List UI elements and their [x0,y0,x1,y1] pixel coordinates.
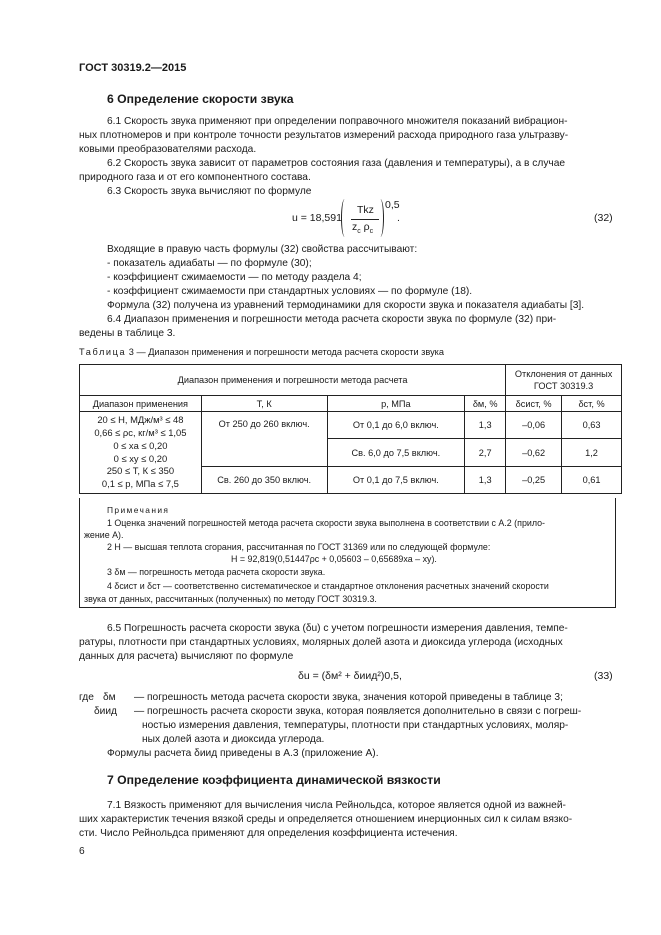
note-1-line2: жение А). [84,530,124,540]
list-item: - показатель адиабаты — по формуле (30); [107,258,312,269]
note-2: 2 Н — высшая теплота сгорания, рассчитанная по ГОСТ 31369 или по следующей формуле: [107,542,491,552]
paragraph-6-2-line2: природного газа и от его компонентного состава. [79,172,311,183]
paragraph-7-1-line2: ших характеристик течения вязкой среды и определяется отношением инерционных сил к силам вязко- [79,814,573,825]
inputs-intro: Входящие в правую часть формулы (32) свойства рассчитывают: [107,244,418,255]
paragraph-6-5-line1: 6.5 Погрешность расчета скорости звука (δu) с учетом погрешности измерения давления, темпе- [107,623,568,634]
paragraph-6-5-line3: данных для расчета) вычисляют по формуле [79,651,294,662]
symbol-dm-definition: — погрешность метода расчета скорости звука, значения которой приведены в таблице 3; [134,692,563,703]
column-header: Т, К [201,396,327,412]
column-header: Диапазон применения [80,396,202,412]
left-paren [341,199,350,237]
symbol-diid-definition-line1: — погрешность расчета скорости звука, которая появляется дополнительно в связи с погреш- [134,706,582,717]
column-header: δст, % [562,396,622,412]
paragraph-6-1-line3: ковыми преобразователями расхода. [79,144,257,155]
section-6-title: 6 Определение скорости звука [107,92,294,106]
note-4-line1: 4 δсист и δст — соответственно систематическое и стандартное отклонения расчетных значений скорости [107,581,549,591]
formula-33: δu = (δм² + δиид²)0,5, [298,670,402,682]
column-header: δм, % [465,396,506,412]
note-4-line2: звука от данных, рассчитанных (полученных) по методу ГОСТ 30319.3. [84,594,377,604]
formula-32-number: (32) [594,212,613,224]
right-paren [375,199,384,237]
where-label: где [79,692,94,703]
paragraph-6-3: 6.3 Скорость звука вычисляют по формуле [107,186,312,197]
table-3-caption: Таблица 3 — Диапазон применения и погрешности метода расчета скорости звука [79,347,445,357]
symbol-dm: δм [103,692,116,703]
paragraph-6-1-line1: 6.1 Скорость звука применяют при определении поправочного множителя показаний вибрацион- [107,116,568,127]
table-row: Св. 6,0 до 7,5 включ. 2,7 –0,62 1,2 [80,439,622,467]
formulas-reference: Формулы расчета δиид приведены в А.3 (приложение А). [107,748,379,759]
formula-note: Формула (32) получена из уравнений термодинамики для скорости звука и показателя адиабаты [3]. [107,300,585,311]
paragraph-6-4-line1: 6.4 Диапазон применения и погрешности метода расчета скорости звука по формуле (32) при- [107,314,557,325]
table-header-deviation: Отклонения от данных ГОСТ 30319.3 [506,365,622,396]
table-row: Св. 260 до 350 включ. От 0,1 до 7,5 включ. 1,3 –0,25 0,61 [80,467,622,494]
column-header: δсист, % [506,396,562,412]
paragraph-7-1-line3: сти. Число Рейнольдса применяют для определения коэффициента истечения. [79,828,458,839]
paragraph-6-2-line1: 6.2 Скорость звука зависит от параметров состояния газа (давления и температуры), а в случае [107,158,566,169]
note-1-line1: 1 Оценка значений погрешностей метода расчета скорости звука выполнена в соответствии с А.2 (прило- [107,518,546,528]
note-3: 3 δм — погрешность метода расчета скорости звука. [107,567,326,577]
symbol-diid: δиид [94,706,117,717]
paragraph-6-1-line2: ных плотномеров и при контроле точности результатов измерений расхода природного газа ультразву- [79,130,569,141]
paragraph-7-1-line1: 7.1 Вязкость применяют для вычисления числа Рейнольдса, которое является одной из важней- [107,800,566,811]
symbol-diid-definition-line3: ных долей азота и диоксида углерода. [142,734,325,745]
paragraph-6-5-line2: ратуры, плотности при стандартных условиях, молярных долей азота и диоксида углерода (исходных [79,637,563,648]
list-item: - коэффициент сжимаемости при стандартных условиях — по формуле (18). [107,286,473,297]
page-number: 6 [79,846,85,857]
notes-title: Примечания [107,505,170,515]
range-cell: 20 ≤ Н, МДж/м³ ≤ 48 0,66 ≤ ρс, кг/м³ ≤ 1,05 0 ≤ xа ≤ 0,20 0 ≤ xу ≤ 0,20 250 ≤ Т, К ≤ 350 0,1 ≤ р, МПа ≤ 7,5 [80,412,202,494]
document-header: ГОСТ 30319.2—2015 [79,62,187,74]
symbol-diid-definition-line2: ностью измерения давления, температуры, плотности при стандартных условиях, моляр- [142,720,569,731]
formula-33-number: (33) [594,670,613,682]
note-2-formula: Н = 92,819(0,51447ρс + 0,05603 – 0,65689xа – xу). [231,554,437,564]
table-header-range: Диапазон применения и погрешности метода расчета [80,365,506,396]
paragraph-6-4-line2: ведены в таблице 3. [79,328,176,339]
table-3 [79,364,622,494]
table-row: 20 ≤ Н, МДж/м³ ≤ 48 0,66 ≤ ρс, кг/м³ ≤ 1,05 0 ≤ xа ≤ 0,20 0 ≤ xу ≤ 0,20 250 ≤ Т, К ≤ 350 0,1 ≤ р, МПа ≤ 7,5 От 250 до 260 включ. От 0,1 до 6,0 включ. 1,3 –0,06 0,63 [80,412,622,439]
section-7-title: 7 Определение коэффициента динамической вязкости [107,773,441,787]
list-item: - коэффициент сжимаемости — по методу раздела 4; [107,272,362,283]
column-header: р, МПа [327,396,465,412]
